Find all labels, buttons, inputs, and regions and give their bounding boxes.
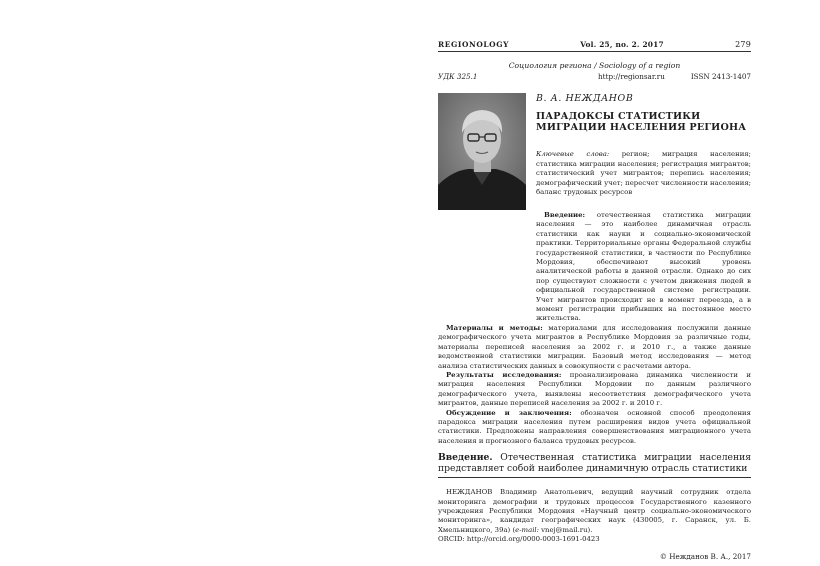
author-orcid[interactable]: ORCID: http://orcid.org/0000-0003-1691-0423 [438,535,600,544]
author-bio: НЕЖДАНОВ Владимир Анатольевич, ведущий научный сотрудник отдела мониторинга демографии и трудовых процессов Государственного казенного учреждения Республики Мордовия «Научный центр социально-экономического мониторинга», кандидат географических наук (430005, г. Саранск, ул. Б. Хмельницкого, 39а) (e-mail: vnej@mail.ru). [438,488,751,534]
article-header [438,93,751,211]
section-rubric: Социология региона / Sociology of a region [508,61,681,70]
abstract-label: Результаты исследования: [446,370,562,379]
journal-name: REGIONOLOGY [438,40,509,49]
meta-line [438,72,751,81]
email-label: e-mail: [515,525,539,534]
udk-code: УДК 325.1 [438,72,478,81]
volume-info: Vol. 25, no. 2. 2017 [580,40,664,49]
introduction-heading: Введение. [438,452,493,464]
abstract [438,211,751,446]
introduction-text: Отечественная статистика миграции населения представляет собой наиболее динамичную отрасль статистики [438,452,752,475]
title-line: МИГРАЦИИ НАСЕЛЕНИЯ РЕГИОНА [536,122,747,133]
keywords-text: регион; миграция населения; статистика миграции населения; регистрация мигрантов; статистический учет мигрантов; перепись населения; демографический учет; пересчет численности населения; баланс трудовых ресурсов [536,150,751,196]
author-information [438,488,751,544]
title-line: ПАРАДОКСЫ СТАТИСТИКИ [536,111,701,122]
article-author: В. А. НЕЖДАНОВ [536,93,634,104]
abstract-introduction: Введение: отечественная статистика миграции населения — это наиболее динамичная отрасль статистики как науки и социально-экономической практики. Территориальные органы Федеральной службы государственной статистики, в частности по Республике Мордовия, обеспечивают высокий уровень аналитической работы в данной отрасли. Однако до сих пор существуют сложности с учетом движения людей в официальной государственной системе регистрации. Учет мигрантов происходит не в момент переезда, а в момент регистрации прибывших на постоянное место жительства. [536,211,751,323]
keywords-label: Ключевые слова: [536,150,610,158]
author-email[interactable]: vnej@mail.ru [541,525,588,534]
page-number: 279 [735,40,751,49]
author-photo [438,93,526,210]
abstract-label: Обсуждение и заключения: [446,408,572,417]
article-title [536,111,751,133]
abstract-label: Материалы и методы: [446,323,543,332]
introduction-paragraph [438,450,751,478]
copyright-notice: © Нежданов В. А., 2017 [659,551,751,561]
running-head [438,40,751,52]
keywords [536,150,751,198]
abstract-discussion: Обсуждение и заключения: обозначен основной способ преодоления парадокса миграции населения путем расширения видов учета официальной статистики. Предложены направления совершенствования миграционного учета населения и прогнозного баланса трудовых ресурсов. [438,408,751,445]
journal-url[interactable]: http://regionsar.ru [598,72,665,81]
abstract-results: Результаты исследования: проанализирована динамика численности и миграция населения Республики Мордовии по данным различного демографического учета, выявлены несоответствия демографического учета мигрантов, данные переписей населения за 2002 г. и 2010 г. [438,370,751,408]
journal-page [438,40,751,561]
abstract-label: Введение: [544,211,586,219]
issn: ISSN 2413-1407 [690,72,751,81]
abstract-methods: Материалы и методы: материалами для исследования послужили данные демографического учета мигрантов в Республике Мордовия за различные годы, материалы переписей населения за 2002 г. и 2010 г., а также данные ведомственной статистики миграции. Базовый метод исследования — метод анализа статистических данных в совокупности с расчетами автора. [438,323,751,370]
